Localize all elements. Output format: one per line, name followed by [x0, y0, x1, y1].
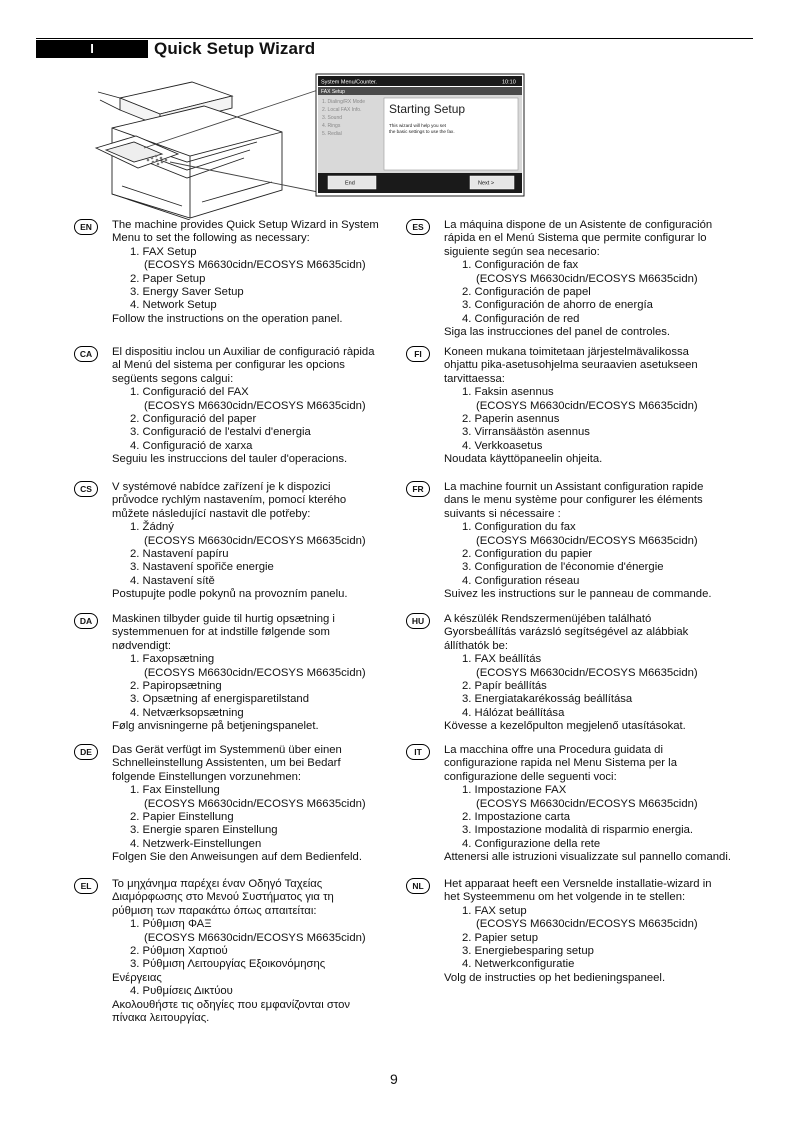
- text-line: 4. Nastavení sítě: [130, 574, 215, 587]
- lang-badge: CA: [74, 346, 98, 362]
- text-line: 1. Configuration du fax: [462, 521, 576, 534]
- text-line: 4. Configuración de red: [462, 312, 580, 325]
- lang-badge: EN: [74, 219, 98, 235]
- text-line: ρύθμιση των παρακάτω όπως απαιτείται:: [112, 904, 317, 917]
- text-line: Volg de instructies op het bedieningspaneel.: [444, 971, 666, 984]
- text-line: nødvendigt:: [112, 639, 172, 652]
- next-button-label: Next >: [478, 180, 495, 187]
- page-title: Quick Setup Wizard: [154, 39, 316, 58]
- text-line: 1. Configuració del FAX: [130, 386, 249, 399]
- text-line: Gyorsbeállítás varázsló segítségével az alábbiak: [444, 626, 689, 639]
- screen-top-bar: System Menu/Counter.: [321, 79, 377, 86]
- text-line: 4. Configuration réseau: [462, 574, 580, 587]
- text-line: 2. Configuration du papier: [462, 548, 593, 561]
- text-line: Ενέργειας: [112, 971, 162, 984]
- text-line: Følg anvisningerne på betjeningspanelet.: [112, 720, 319, 733]
- text-line: 2. Papír beállítás: [462, 680, 547, 693]
- text-line: 3. Impostazione modalità di risparmio energia.: [462, 824, 694, 837]
- lang-badge: ES: [406, 219, 430, 235]
- chapter-marker: I: [36, 40, 148, 58]
- text-line: 1. Ρύθμιση ΦΑΞ: [130, 918, 212, 931]
- text-line: (ECOSYS M6630cidn/ECOSYS M6635cidn): [144, 534, 366, 547]
- lang-badge: IT: [406, 744, 430, 760]
- text-line: 4. Configurazione della rete: [462, 837, 601, 850]
- panel-screen: [316, 74, 524, 196]
- text-line: 3. Configuración de ahorro de energía: [462, 299, 653, 312]
- screen-message: the basic settings to use the fax.: [389, 129, 455, 134]
- text-line: 3. Energie sparen Einstellung: [130, 824, 278, 837]
- text-line: 2. Configuració del paper: [130, 413, 257, 426]
- page-number: 9: [390, 1071, 398, 1087]
- block-text: [112, 744, 412, 865]
- block-text: [444, 744, 744, 865]
- text-line: La máquina dispone de un Asistente de configuración: [444, 219, 713, 231]
- lang-badge: EL: [74, 878, 98, 894]
- text-line: állíthatók be:: [444, 639, 509, 652]
- text-line: systemmenuen for at indstille følgende som: [112, 626, 330, 639]
- text-line: Folgen Sie den Anweisungen auf dem Bedienfeld.: [112, 851, 362, 864]
- block-text: [112, 346, 412, 467]
- lang-badge: DE: [74, 744, 98, 760]
- text-line: 3. Configuration de l'économie d'énergie: [462, 561, 664, 574]
- screen-heading: Starting Setup: [389, 102, 466, 116]
- header-rule: [36, 38, 753, 39]
- block-text: [444, 346, 744, 467]
- end-button-label: End: [345, 180, 355, 187]
- text-line: 3. Opsætning af energisparetilstand: [130, 693, 309, 706]
- screen-time: 10:10: [502, 79, 516, 86]
- step-item: 4. Rings: [322, 123, 341, 129]
- text-line: Seguiu les instruccions del tauler d'operacions.: [112, 453, 348, 466]
- text-line: configurazione delle seguenti voci:: [444, 770, 617, 783]
- printer-illustration: [82, 70, 532, 220]
- screen-message: This wizard will help you set: [389, 123, 446, 128]
- lang-badge: NL: [406, 878, 430, 894]
- step-item: 3. Sound: [322, 115, 343, 121]
- text-line: dans le menu système pour configurer les éléments: [444, 494, 703, 507]
- text-line: 4. Ρυθμίσεις Δικτύου: [130, 985, 233, 998]
- text-line: (ECOSYS M6630cidn/ECOSYS M6635cidn): [476, 272, 698, 285]
- text-line: A készülék Rendszermenüjében található: [444, 613, 652, 625]
- text-line: 1. FAX setup: [462, 904, 527, 917]
- text-line: 1. Faksin asennus: [462, 386, 554, 399]
- text-line: Follow the instructions on the operation panel.: [112, 312, 343, 325]
- text-line: (ECOSYS M6630cidn/ECOSYS M6635cidn): [144, 666, 366, 679]
- text-line: Menu to set the following as necessary:: [112, 232, 310, 245]
- text-line: Διαμόρφωσης στο Μενού Συστήματος για τη: [112, 891, 334, 904]
- text-line: Ακολουθήστε τις οδηγίες που εμφανίζονται στον: [112, 998, 351, 1011]
- text-line: Το μηχάνημα παρέχει έναν Οδηγό Ταχείας: [112, 878, 323, 890]
- text-line: siguiente según sea necesario:: [444, 245, 600, 258]
- text-line: 3. Nastavení spořiče energie: [130, 561, 274, 574]
- text-line: 4. Hálózat beállítása: [462, 706, 565, 719]
- text-line: (ECOSYS M6630cidn/ECOSYS M6635cidn): [144, 931, 366, 944]
- text-line: Kövesse a kezelőpulton megjelenő utasításokat.: [444, 720, 686, 733]
- text-line: La machine fournit un Assistant configuration rapide: [444, 481, 704, 493]
- text-line: 2. Papiropsætning: [130, 680, 222, 693]
- printer-drawing: [96, 82, 318, 220]
- block-text: [112, 878, 412, 1025]
- text-line: (ECOSYS M6630cidn/ECOSYS M6635cidn): [144, 797, 366, 810]
- block-text: [444, 481, 744, 602]
- text-line: al Menú del sistema per configurar les opcions: [112, 359, 345, 372]
- text-line: 2. Ρύθμιση Χαρτιού: [130, 945, 228, 958]
- text-line: 1. Impostazione FAX: [462, 784, 567, 797]
- text-line: 4. Netwerkconfiguratie: [462, 958, 575, 971]
- text-line: 1. FAX Setup: [130, 245, 197, 258]
- text-line: Schnelleinstellung Assistenten, um bei Bedarf: [112, 757, 341, 770]
- text-line: 2. Paperin asennus: [462, 413, 560, 426]
- text-line: V systémové nabídce zařízení je k dispozici: [112, 481, 331, 493]
- text-line: 3. Energiatakarékosság beállítása: [462, 693, 633, 706]
- text-line: Postupujte podle pokynů na provozním panelu.: [112, 588, 348, 601]
- text-line: 4. Verkkoasetus: [462, 439, 543, 452]
- block-text: [112, 613, 412, 734]
- text-line: Attenersi alle istruzioni visualizzate sul pannello comandi.: [444, 851, 731, 864]
- text-line: průvodce rychlým nastavením, pomocí kterého: [112, 494, 347, 507]
- text-line: 2. Papier setup: [462, 931, 538, 944]
- text-line: Noudata käyttöpaneelin ohjeita.: [444, 453, 603, 466]
- text-line: 1. Faxopsætning: [130, 653, 215, 666]
- text-line: 3. Configuració de l'estalvi d'energia: [130, 426, 311, 439]
- text-line: El dispositiu inclou un Auxiliar de configuració ràpida: [112, 346, 375, 358]
- text-line: 1. Fax Einstellung: [130, 784, 220, 797]
- text-line: rápida en el Menú Sistema que permite configurar lo: [444, 232, 707, 245]
- text-line: 2. Impostazione carta: [462, 811, 571, 824]
- text-line: 4. Netzwerk-Einstellungen: [130, 837, 262, 850]
- text-line: (ECOSYS M6630cidn/ECOSYS M6635cidn): [144, 259, 366, 272]
- text-line: 2. Nastavení papíru: [130, 548, 229, 561]
- text-line: Das Gerät verfügt im Systemmenü über einen: [112, 744, 342, 756]
- step-item: 1. Dialing/RX Mode: [322, 99, 366, 105]
- text-line: 2. Paper Setup: [130, 272, 206, 285]
- text-line: 2. Papier Einstellung: [130, 811, 234, 824]
- text-line: 4. Configuració de xarxa: [130, 439, 253, 452]
- text-line: (ECOSYS M6630cidn/ECOSYS M6635cidn): [476, 534, 698, 547]
- block-text: [444, 613, 744, 734]
- text-line: Siga las instrucciones del panel de controles.: [444, 326, 671, 339]
- text-line: folgende Einstellungen vorzunehmen:: [112, 770, 302, 783]
- text-line: 4. Netværksopsætning: [130, 706, 244, 719]
- text-line: The machine provides Quick Setup Wizard in System: [112, 219, 379, 231]
- block-text: [112, 219, 412, 326]
- block-text: [444, 219, 744, 340]
- lang-badge: FR: [406, 481, 430, 497]
- step-item: 2. Local FAX Info.: [322, 107, 362, 113]
- text-line: můžete následující nastavit dle potřeby:: [112, 507, 311, 520]
- text-line: La macchina offre una Procedura guidata di: [444, 744, 663, 756]
- screen-sub-bar: FAX Setup: [321, 89, 345, 95]
- text-line: ohjattu pika-asetusohjelma seuraavien asetukseen: [444, 359, 698, 372]
- text-line: πίνακα λειτουργίας.: [112, 1012, 210, 1025]
- lang-badge: FI: [406, 346, 430, 362]
- text-line: 3. Energy Saver Setup: [130, 286, 244, 299]
- text-line: (ECOSYS M6630cidn/ECOSYS M6635cidn): [476, 399, 698, 412]
- step-item: 5. Redial: [322, 131, 342, 137]
- lang-badge: CS: [74, 481, 98, 497]
- text-line: 1. Žádný: [130, 521, 174, 534]
- text-line: 2. Configuración de papel: [462, 286, 591, 299]
- text-line: Maskinen tilbyder guide til hurtig opsætning i: [112, 613, 335, 625]
- text-line: (ECOSYS M6630cidn/ECOSYS M6635cidn): [476, 666, 698, 679]
- lang-badge: DA: [74, 613, 98, 629]
- text-line: següents segons calgui:: [112, 372, 234, 385]
- text-line: Suivez les instructions sur le panneau de commande.: [444, 588, 712, 601]
- text-line: (ECOSYS M6630cidn/ECOSYS M6635cidn): [144, 399, 366, 412]
- text-line: (ECOSYS M6630cidn/ECOSYS M6635cidn): [476, 918, 698, 931]
- block-text: [112, 481, 412, 602]
- block-text: [444, 878, 744, 985]
- text-line: 4. Network Setup: [130, 299, 217, 312]
- text-line: 1. Configuración de fax: [462, 259, 579, 272]
- text-line: 3. Ρύθμιση Λειτουργίας Εξοικονόμησης: [130, 958, 326, 971]
- text-line: Het apparaat heeft een Versnelde installatie-wizard in: [444, 878, 712, 890]
- text-line: tarvittaessa:: [444, 372, 505, 385]
- lang-badge: HU: [406, 613, 430, 629]
- text-line: 1. FAX beállítás: [462, 653, 542, 666]
- text-line: 3. Energiebesparing setup: [462, 945, 594, 958]
- text-line: configurazione rapida nel Menu Sistema per la: [444, 757, 677, 770]
- text-line: suivants si nécessaire :: [444, 507, 561, 520]
- text-line: Koneen mukana toimitetaan järjestelmävalikossa: [444, 346, 689, 358]
- text-line: het Systeemmenu om het volgende in te stellen:: [444, 891, 686, 904]
- text-line: (ECOSYS M6630cidn/ECOSYS M6635cidn): [476, 797, 698, 810]
- text-line: 3. Virransäästön asennus: [462, 426, 590, 439]
